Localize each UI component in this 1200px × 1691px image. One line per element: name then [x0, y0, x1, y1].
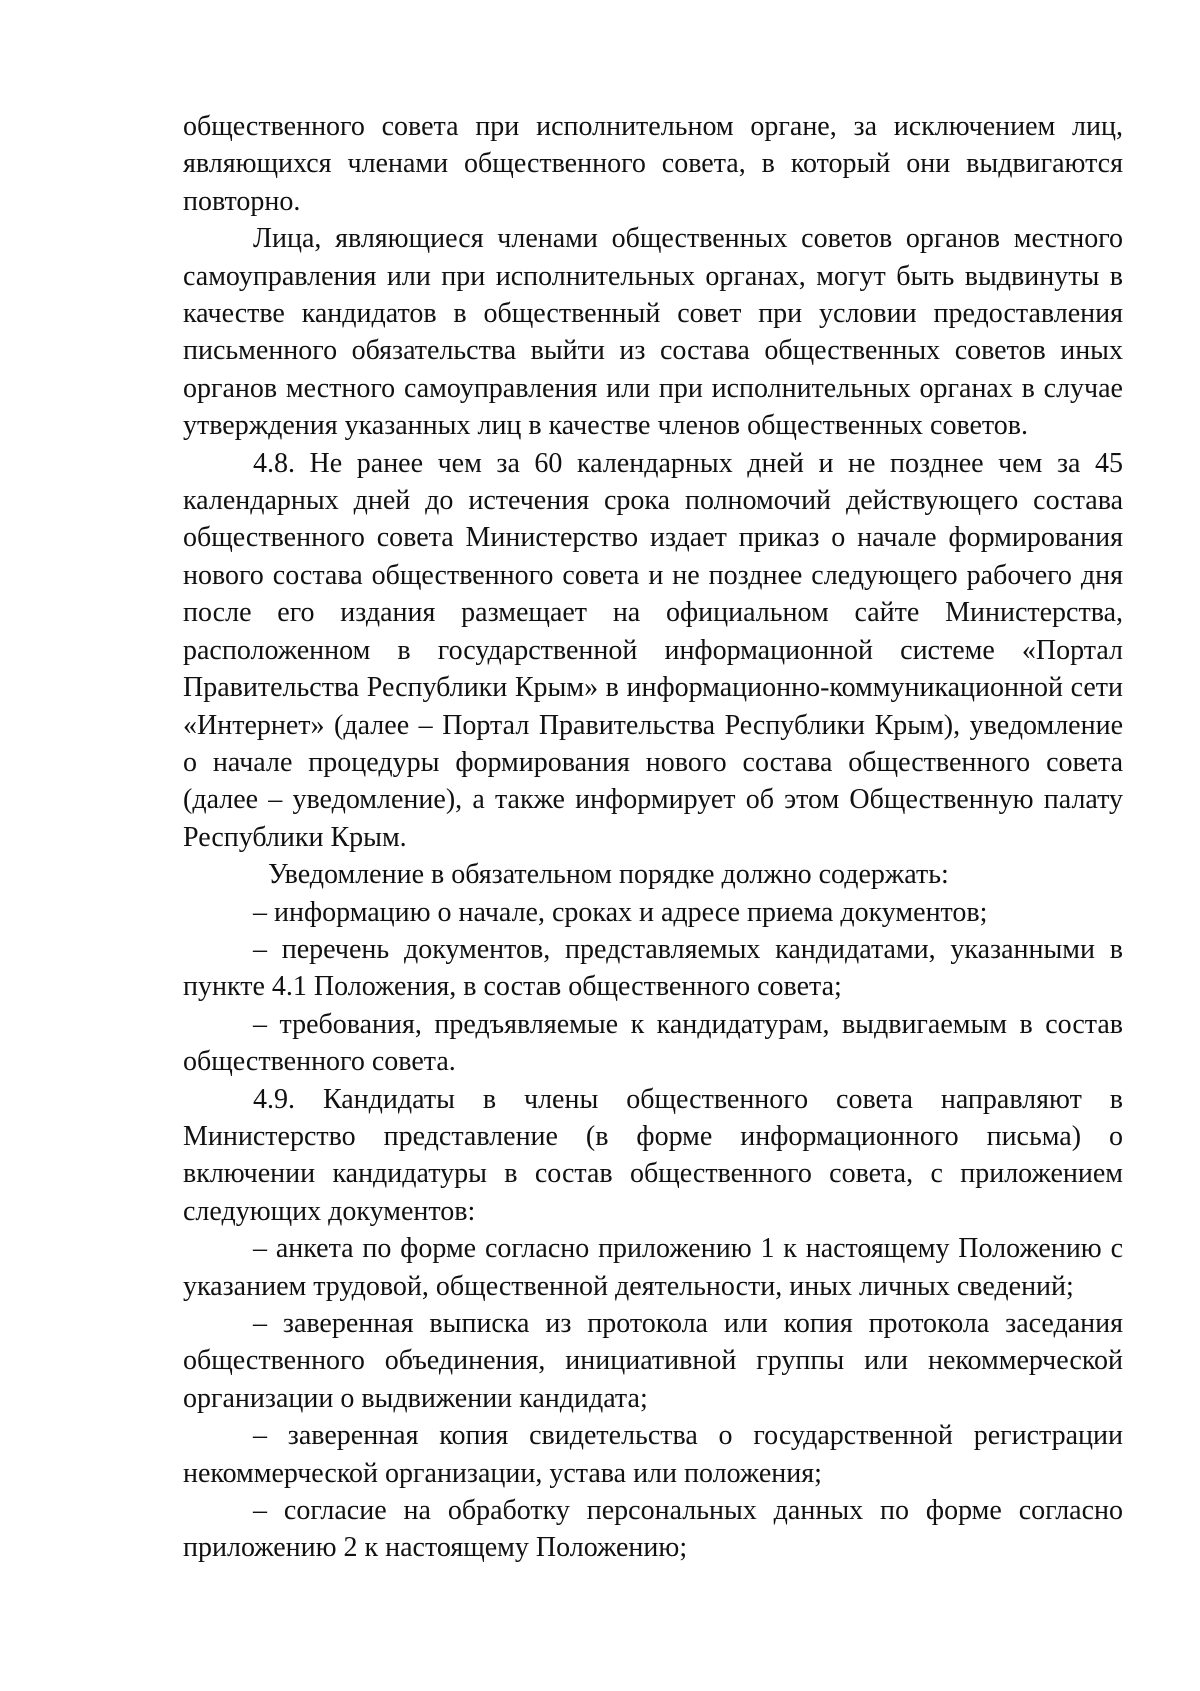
paragraph-council-members: Лица, являющиеся членами общественных советов органов местного самоуправления или при исполнительных органах, могут быть выдвинуты в качестве кандидатов в общественный совет при условии предоставления письменного обязательства выйти из состава общественных советов иных органов местного самоуправления или при исполнительных органах в случае утверждения указанных лиц в качестве членов общественных советов.: [183, 223, 1123, 442]
document-body: [183, 108, 1123, 1567]
paragraph-clause-4-8: 4.8. Не ранее чем за 60 календарных дней и не позднее чем за 45 календарных дней до истечения срока полномочий действующего состава общественного совета Министерство издает приказ о начале формирования нового состава общественного совета и не позднее следующего рабочего дня после его издания размещает на официальном сайте Министерства, расположенном в государственной информационной системе «Портал Правительства Республики Крым» в информационно-коммуникационной сети «Интернет» (далее – Портал Правительства Республики Крым), уведомление о начале процедуры формирования нового состава общественного совета (далее – уведомление), а также информирует об этом Общественную палату Республики Крым.: [183, 447, 1123, 853]
paragraph-continuation: общественного совета при исполнительном органе, за исключением лиц, являющихся членами общественного совета, в который они выдвигаются повторно.: [183, 111, 1123, 217]
list-item-requirements: – требования, предъявляемые к кандидатурам, выдвигаемым в состав общественного совета.: [183, 1008, 1123, 1078]
list-item-consent: – согласие на обработку персональных данных по форме согласно приложению 2 к настоящему Положению;: [183, 1495, 1123, 1564]
list-item-info: – информацию о начале, сроках и адресе приема документов;: [253, 896, 988, 928]
list-item-protocol: – заверенная выписка из протокола или копия протокола заседания общественного объединения, инициативной группы или некоммерческой организации о выдвижении кандидата;: [183, 1308, 1123, 1414]
list-item-questionnaire: – анкета по форме согласно приложению 1 к настоящему Положению с указанием трудовой, общественной деятельности, иных личных сведений;: [183, 1233, 1123, 1302]
list-item-registration: – заверенная копия свидетельства о государственной регистрации некоммерческой организации, устава или положения;: [183, 1420, 1123, 1489]
paragraph-clause-4-9: 4.9. Кандидаты в члены общественного совета направляют в Министерство представление (в форме информационного письма) о включении кандидатуры в состав общественного совета, с приложением следующих документов:: [183, 1083, 1123, 1227]
list-item-documents: – перечень документов, представляемых кандидатами, указанными в пункте 4.1 Положения, в состав общественного совета;: [183, 933, 1123, 1003]
paragraph-notice-contents: Уведомление в обязательном порядке должно содержать:: [268, 859, 949, 891]
